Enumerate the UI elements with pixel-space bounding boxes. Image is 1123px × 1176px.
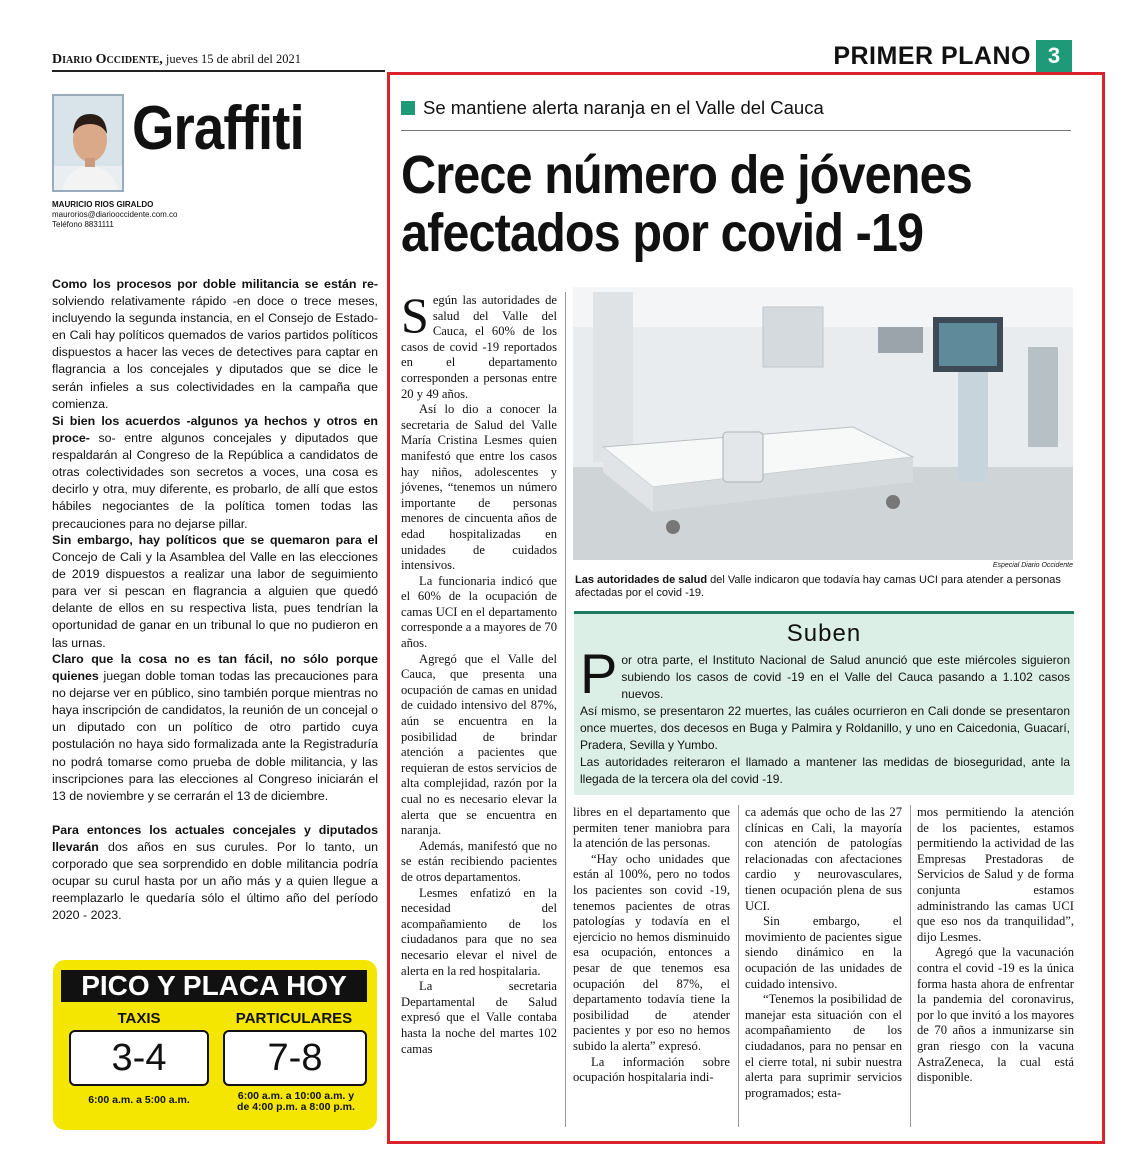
paragraph-lead: Claro que la cosa no es tan fácil, no sólo porque quienes <box>52 652 378 684</box>
column-divider <box>738 805 739 1127</box>
paragraph-text: libres en el departamento que permiten tener maniobra para la atención de las personas. <box>573 805 730 851</box>
kicker-rule <box>401 130 1071 131</box>
paragraph-text: egún las autoridades de salud del Valle del Cauca, el 60% de los casos de covid -19 reportados en el departamento corresponden a personas entre 20 y 49 años. <box>401 293 557 401</box>
caption-text: del Valle indicaron que todavía hay camas UCI para atender a personas afectadas por el covid -19. <box>575 574 1061 599</box>
paragraph-text: Concejo de Cali y la Asamblea del Valle en las elecciones de 2019 dispuestos a realizar una labor de seguimiento para ver si pescan en flagrancia a alguien que quedó delante de ellos en su respectiva lista, pues tendrían la oportunidad de ganar en un tribunal lo que no pudieron en las urnas. <box>52 550 378 650</box>
author-email: maurorios@diariooccidente.com.co <box>52 210 178 219</box>
pico-y-placa-box <box>53 960 377 1130</box>
graffiti-paragraph <box>52 276 378 413</box>
photo-caption <box>575 574 1073 600</box>
graffiti-paragraph <box>52 413 378 533</box>
article-column-1 <box>401 287 557 1057</box>
paragraph-lead: Para entonces los actuales concejales y diputados llevarán <box>52 823 378 855</box>
edition-date: jueves 15 de abril del 2021 <box>162 52 301 66</box>
paragraph-text: Lesmes enfatizó en la necesidad del acompañamiento de los ciudadanos para que no sea necesario elevar el nivel de alerta en la red hospitalaria. <box>401 885 557 978</box>
headline-line-2: afectados por covid -19 <box>401 203 924 263</box>
column-title: Graffiti <box>132 94 304 163</box>
author-phone: Teléfono 8831111 <box>52 220 114 229</box>
paragraph-text: Agregó que la vacunación contra el covid -19 es la única forma hasta ahora de enfrentar la pandemia del coronavirus, por lo que invitó a los mayores de 70 años a inmunizarse sin gran riesgo con la vacuna AstraZeneca, la cual está disponible. <box>917 945 1074 1085</box>
paragraph-text: ca además que ocho de las 27 clínicas en Cali, la mayoría con atención de patologías relacionadas con afectaciones cardio y neurovasculares, tienen ocupación plena de sus UCI. <box>745 805 902 913</box>
photo-credit: Especial Diario Occidente <box>992 562 1073 569</box>
sidebar-box <box>574 611 1074 795</box>
kicker-square-icon <box>401 101 415 115</box>
paragraph-text: La información sobre ocupación hospitalaria indi- <box>573 1054 730 1085</box>
hospital-bed-image-icon <box>573 287 1073 560</box>
particulares-schedule-1: 6:00 a.m. a 10:00 a.m. y <box>237 1090 355 1102</box>
paragraph-text: Agregó que el Valle del Cauca, que presenta una ocupación de camas en unidad de cuidado intensivo del 87%, aún se encuentra en la posibilidad de brindar atención a pacientes que requieran de estos servicios de alta complejidad, razón por la cual no es necesario elevar la alerta que se encuentra en naranja. <box>401 651 557 838</box>
particulares-plates: 7-8 <box>223 1030 367 1086</box>
author-block <box>52 200 178 230</box>
columnist-portrait-icon <box>54 96 124 192</box>
taxis-label: TAXIS <box>117 1010 161 1027</box>
graffiti-paragraph <box>52 822 378 925</box>
article-kicker: Se mantiene alerta naranja en el Valle del Cauca <box>423 97 824 118</box>
paragraph-lead: Sin embargo, hay políticos que se quemaron para el <box>52 533 378 547</box>
paragraph-text: Sin embargo, el movimiento de pacientes sigue siendo dinámico en la ocupación de las unidades de cuidado intensivo. <box>745 914 902 991</box>
paper-name: Diario Occidente, <box>52 52 163 67</box>
author-name: MAURICIO RIOS GIRALDO <box>52 200 154 209</box>
particulares-schedule-2: de 4:00 p.m. a 8:00 p.m. <box>237 1101 355 1113</box>
paragraph-lead: Como los procesos por doble militancia se están re- <box>52 277 378 291</box>
column-divider <box>565 292 566 1127</box>
article-column-4 <box>917 805 1074 1086</box>
caption-lead: Las autoridades de salud <box>575 574 708 586</box>
paragraph-text: or otra parte, el Instituto Nacional de Salud anunció que este miércoles siguieron subiendo los casos de covid -19 en el Valle del Cauca pasando a 1.102 casos nuevos. <box>621 653 1070 701</box>
article-column-3 <box>745 805 902 1101</box>
hospital-photo <box>573 287 1073 560</box>
paragraph-text: Así mismo, se presentaron 22 muertes, las cuáles ocurrieron en Cali donde se presentaron once muertes, dos decesos en Buga y Palmira y Roldanillo, y uno en Caicedonia, Guacarí, Pradera, Sevilla y Yumbo. <box>580 704 1070 752</box>
page-number: 3 <box>1036 40 1072 72</box>
headline-line-1: Crece número de jóvenes <box>401 145 972 205</box>
article-headline <box>401 146 1022 262</box>
header-rule <box>52 70 385 72</box>
paragraph-text: mos permitiendo la atención de los pacientes, estamos permitiendo la actividad de las Empresas Prestadoras de Servicios de Salud y de forma conjunta estamos administrando las camas UCI que eso nos da tranquilidad”, dijo Lesmes. <box>917 805 1074 944</box>
paragraph-text: Las autoridades reiteraron el llamado a mantener las medidas de bioseguridad, ante la llegada de la tercera ola del covid -19. <box>580 755 1070 786</box>
paragraph-text: Así lo dio a conocer la secretaria de Salud del Valle María Cristina Lesmes quien manifestó que entre los casos hay niños, adolescentes y jóvenes, “tenemos un número importante de personas menores de cincuenta años de edad hospitalizadas en unidades de cuidados intensivos. <box>401 402 557 573</box>
article-column-2 <box>573 805 730 1086</box>
paragraph-text: so- entre algunos concejales y diputados que respaldarán al Congreso de la República a candidatos de otras colectividades son secretos a voces, una cosa es decirlo y otra, muy diferente, es probarlo, de allí que estos hábiles negociantes de la política tomen todas las precauciones para no dejarse pillar. <box>52 431 378 531</box>
paragraph-text: Además, manifestó que no se están recibiendo pacientes de otros departamentos. <box>401 838 557 884</box>
paragraph-text: “Hay ocho unidades que están al 100%, pero no todos los pacientes son covid -19, tenemos pacientes de otras patologías y todavía en el ejercicio no hemos disminuido esa ocupación, entonces a pesar de que tenemos esa ocupación del 87%, el departamento todavía tiene la posibilidad de atender pacientes y por eso no hemos subido la alerta” expresó. <box>573 851 730 1053</box>
pico-y-placa-title: PICO Y PLACA HOY <box>61 970 367 1002</box>
taxis-plates: 3-4 <box>69 1030 209 1086</box>
section-title: PRIMER PLANO <box>833 42 1031 70</box>
paragraph-text: “Tenemos la posibilidad de manejar esta situación con el acompañamiento de los ciudadanos, para no pensar en el cierre total, ni subir nuestra alerta para suprimir servicios programados; esta- <box>745 992 902 1100</box>
paragraph-text: juegan doble toman todas las precauciones para no dejarse ver en público, sino también porque mientras no haya inscripción de candidatos, la reunión de un concejal o un diputado con un político de otro partido cuya postulación no haya sido formalizada ante la Registraduría no podrá tomarse como prueba de doble militancia, y las inscripciones para las elecciones al Congreso iniciarán el 13 de noviembre y se cerrarán el 13 de diciembre. <box>52 669 378 803</box>
box-text <box>580 642 1070 788</box>
graffiti-paragraph <box>52 532 378 652</box>
masthead <box>52 52 301 68</box>
particulares-label: PARTICULARES <box>235 1010 353 1027</box>
paragraph-text: solviendo relativamente rápido -en doce o trece meses, incluyendo la segunda instancia, en el Consejo de Estado- en Cali hay políticos quemados de varios partidos políticos dispuestos a hacer las veces de detectives para captar en flagrancia a los concejales y diputados que se dice le serán infieles a sus colectividades en la campaña que comienza. <box>52 294 378 411</box>
box-dropcap: P <box>580 642 618 705</box>
paragraph-text: dos años en sus curules. Por lo tanto, un corporado que sea sorprendido en doble militancia podría ocupar su curul hasta por un año más y a quien llegue a reemplazarlo le quedaría sólo el último año del período 2020 - 2023. <box>52 840 379 923</box>
box-title: Suben <box>786 620 862 647</box>
dropcap: S <box>401 287 429 343</box>
taxis-schedule: 6:00 a.m. a 5:00 a.m. <box>88 1094 190 1106</box>
graffiti-paragraph <box>52 651 378 805</box>
columnist-photo <box>52 94 124 192</box>
paragraph-text: La funcionaria indicó que el 60% de la ocupación de camas UCI en el departamento corresponde a a mayores de 70 años. <box>401 573 557 651</box>
paragraph-lead: Si bien los acuerdos -algunos ya hechos y otros en proce- <box>52 414 378 446</box>
column-divider <box>910 805 911 1127</box>
paragraph-text: La secretaria Departamental de Salud expresó que el Valle contaba hasta la noche del martes 102 camas <box>401 979 557 1056</box>
